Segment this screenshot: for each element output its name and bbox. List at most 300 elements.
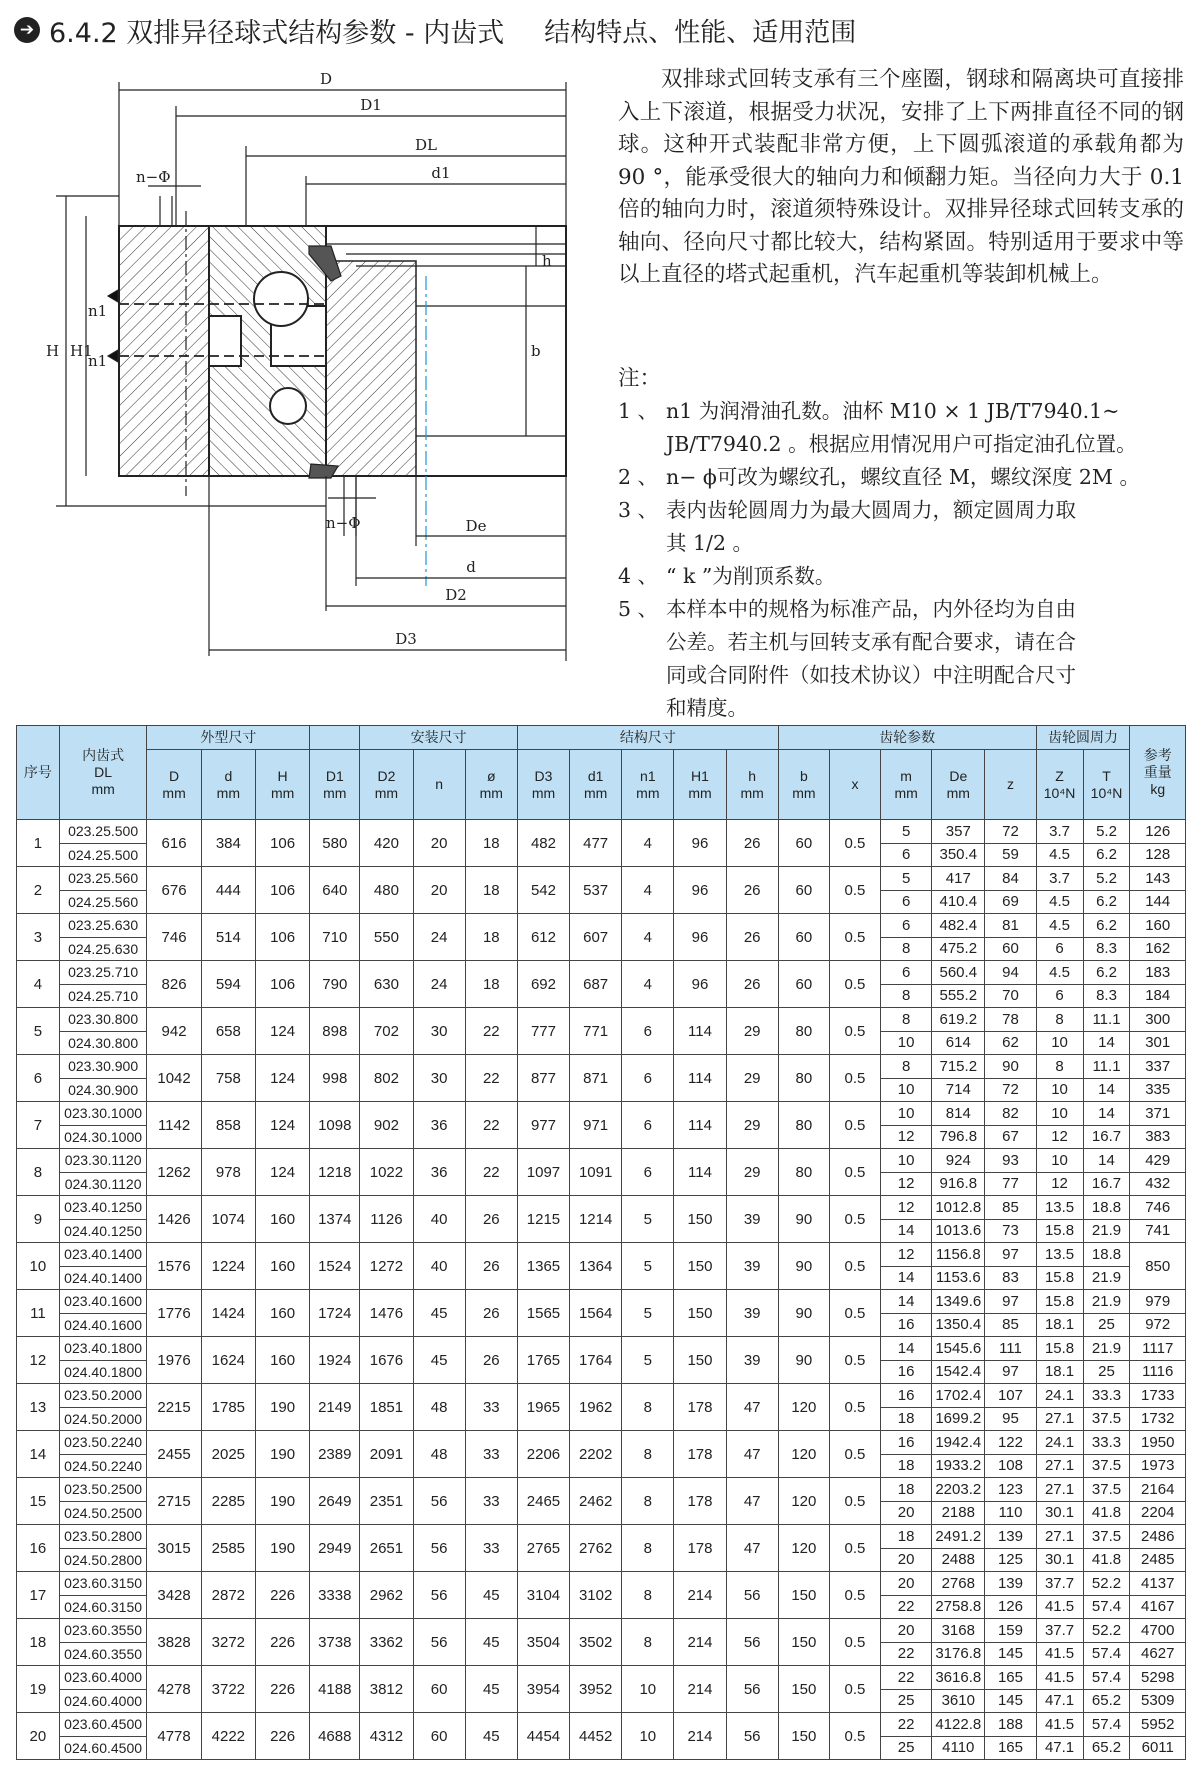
cell-de: 2203.2 <box>932 1478 985 1502</box>
description-paragraph: 双排球式回转支承有三个座圈，钢球和隔离块可直接排入上下滚道，根据受力状况，安排了上下两排直径不同的钢球。这种开式装配非常方便，上下圆弧滚道的承载角都为 90 °，能承受很大的轴向力和倾翻力矩。当径向力大于 0.1 倍的轴向力时，滚道须特殊设计。双排异径球式回转支承的轴向、径向尺寸都比较大，结构紧固。特别适用于要求中等以上直径的塔式起重机，汽车起重机等装卸机械上。 <box>618 67 1184 287</box>
cell-m: 8 <box>881 937 932 961</box>
cell-n1: 8 <box>622 1478 674 1525</box>
cell-z: 67 <box>985 1125 1036 1149</box>
cell-force-t: 8.3 <box>1083 984 1130 1008</box>
cell-n1: 6 <box>622 1055 674 1102</box>
cell-z: 159 <box>985 1619 1036 1643</box>
cell-m: 8 <box>881 1055 932 1079</box>
cell-weight: 4627 <box>1130 1642 1186 1666</box>
parameter-table <box>16 725 1186 1760</box>
cell-seq: 9 <box>17 1196 60 1243</box>
cell-force-t: 8.3 <box>1083 937 1130 961</box>
cell-n1: 5 <box>622 1196 674 1243</box>
note-text: n− ϕ可改为螺纹孔，螺纹直径 M，螺纹深度 2M 。 <box>666 465 1140 489</box>
cell-d: 2215 <box>147 1384 201 1431</box>
col-header-T-force <box>1083 750 1130 820</box>
cell-z: 93 <box>985 1149 1036 1173</box>
cell-de: 357 <box>932 820 985 844</box>
cell-weight: 2164 <box>1130 1478 1186 1502</box>
cell-d2: 1022 <box>360 1149 413 1196</box>
cell-force-z: 10 <box>1036 1102 1083 1126</box>
cell-h: 190 <box>255 1431 309 1478</box>
cell-model-code: 024.30.1120 <box>59 1172 147 1196</box>
cell-d: 942 <box>147 1008 201 1055</box>
cell-force-t: 14 <box>1083 1102 1130 1126</box>
cell-d3: 1565 <box>517 1290 569 1337</box>
cell-force-t: 16.7 <box>1083 1172 1130 1196</box>
cell-m: 20 <box>881 1619 932 1643</box>
cell-h: 56 <box>726 1619 778 1666</box>
cell-m: 8 <box>881 1008 932 1032</box>
cell-h1: 96 <box>674 820 726 867</box>
cell-model-code: 023.40.1600 <box>59 1290 147 1314</box>
cell-weight: 429 <box>1130 1149 1186 1173</box>
cell-de: 482.4 <box>932 914 985 938</box>
cell-phi: 18 <box>465 914 517 961</box>
cell-d: 1624 <box>201 1337 255 1384</box>
cell-d3: 877 <box>517 1055 569 1102</box>
cell-d: 3428 <box>147 1572 201 1619</box>
cell-phi: 22 <box>465 1102 517 1149</box>
cell-h: 160 <box>255 1290 309 1337</box>
cell-phi: 45 <box>465 1713 517 1760</box>
cell-phi: 22 <box>465 1055 517 1102</box>
cell-z: 72 <box>985 1078 1036 1102</box>
cell-d2: 1476 <box>360 1290 413 1337</box>
cell-b: 90 <box>778 1196 829 1243</box>
cell-h: 26 <box>726 820 778 867</box>
cell-h: 124 <box>255 1008 309 1055</box>
cell-z: 110 <box>985 1501 1036 1525</box>
cell-z: 165 <box>985 1736 1036 1760</box>
cell-de: 2768 <box>932 1572 985 1596</box>
cell-model-code: 024.60.4500 <box>59 1736 147 1760</box>
cell-d2: 550 <box>360 914 413 961</box>
cell-d1: 1962 <box>570 1384 622 1431</box>
cell-d1: 580 <box>310 820 360 867</box>
col-header-T-label: T <box>1102 767 1111 784</box>
cell-phi: 18 <box>465 820 517 867</box>
cell-seq: 13 <box>17 1384 60 1431</box>
cell-d3: 482 <box>517 820 569 867</box>
cell-n1: 5 <box>622 1243 674 1290</box>
cell-h: 56 <box>726 1572 778 1619</box>
cell-model-code: 024.25.500 <box>59 843 147 867</box>
cell-phi: 22 <box>465 1008 517 1055</box>
cell-de: 2758.8 <box>932 1595 985 1619</box>
cell-d1: 4688 <box>310 1713 360 1760</box>
cell-x: 0.5 <box>829 1384 880 1431</box>
cell-b: 150 <box>778 1666 829 1713</box>
cell-force-z: 3.7 <box>1036 820 1083 844</box>
cell-force-t: 21.9 <box>1083 1290 1130 1314</box>
cell-weight: 979 <box>1130 1290 1186 1314</box>
cell-weight: 972 <box>1130 1313 1186 1337</box>
cell-m: 6 <box>881 961 932 985</box>
cell-n1: 4 <box>622 961 674 1008</box>
cell-d2: 1676 <box>360 1337 413 1384</box>
cell-force-z: 4.5 <box>1036 843 1083 867</box>
cell-d: 1224 <box>201 1243 255 1290</box>
cell-h: 47 <box>726 1525 778 1572</box>
cell-weight: 1733 <box>1130 1384 1186 1408</box>
cell-m: 18 <box>881 1454 932 1478</box>
cell-d: 1776 <box>147 1290 201 1337</box>
cell-h: 56 <box>726 1713 778 1760</box>
cell-model-code: 024.25.560 <box>59 890 147 914</box>
cell-x: 0.5 <box>829 1008 880 1055</box>
cell-d3: 3954 <box>517 1666 569 1713</box>
cell-d1: 998 <box>310 1055 360 1102</box>
table-row <box>17 1384 1186 1408</box>
cell-model-code: 023.40.1250 <box>59 1196 147 1220</box>
table-body <box>17 820 1186 1760</box>
cell-h: 226 <box>255 1666 309 1713</box>
cell-h1: 214 <box>674 1619 726 1666</box>
cell-force-z: 15.8 <box>1036 1337 1083 1361</box>
cell-de: 1542.4 <box>932 1360 985 1384</box>
cell-b: 120 <box>778 1478 829 1525</box>
cell-h1: 114 <box>674 1102 726 1149</box>
cell-z: 139 <box>985 1525 1036 1549</box>
cell-z: 78 <box>985 1008 1036 1032</box>
cell-h: 124 <box>255 1055 309 1102</box>
cell-h: 190 <box>255 1525 309 1572</box>
cell-de: 3168 <box>932 1619 985 1643</box>
cell-phi: 18 <box>465 867 517 914</box>
cell-d1: 4452 <box>570 1713 622 1760</box>
cell-m: 8 <box>881 984 932 1008</box>
cell-d: 3272 <box>201 1619 255 1666</box>
cell-model-code: 024.30.900 <box>59 1078 147 1102</box>
cell-d3: 1097 <box>517 1149 569 1196</box>
cell-d2: 702 <box>360 1008 413 1055</box>
cell-b: 120 <box>778 1431 829 1478</box>
cell-b: 60 <box>778 961 829 1008</box>
table-row <box>17 1149 1186 1173</box>
cell-weight: 2486 <box>1130 1525 1186 1549</box>
cell-model-code: 024.40.1250 <box>59 1219 147 1243</box>
cell-n1: 4 <box>622 914 674 961</box>
note-number: 2 、 <box>618 465 659 489</box>
cell-force-t: 41.8 <box>1083 1501 1130 1525</box>
cell-h1: 214 <box>674 1713 726 1760</box>
cell-m: 20 <box>881 1548 932 1572</box>
cell-phi: 22 <box>465 1149 517 1196</box>
cell-b: 80 <box>778 1008 829 1055</box>
cell-phi: 33 <box>465 1431 517 1478</box>
cell-d1: 1524 <box>310 1243 360 1290</box>
cross-section-diagram <box>26 66 601 666</box>
cell-d: 3015 <box>147 1525 201 1572</box>
cell-b: 80 <box>778 1149 829 1196</box>
cell-de: 3616.8 <box>932 1666 985 1690</box>
cell-d1: 871 <box>570 1055 622 1102</box>
cell-d: 826 <box>147 961 201 1008</box>
cell-h: 106 <box>255 914 309 961</box>
cell-m: 14 <box>881 1219 932 1243</box>
cell-h: 29 <box>726 1055 778 1102</box>
cell-x: 0.5 <box>829 1290 880 1337</box>
cell-seq: 7 <box>17 1102 60 1149</box>
note-item <box>618 560 1190 593</box>
cell-h1: 214 <box>674 1666 726 1713</box>
col-header-H: H mm <box>255 750 309 820</box>
cell-d: 858 <box>201 1102 255 1149</box>
cell-weight: 160 <box>1130 914 1186 938</box>
dim-label-n1-bottom: n1 <box>88 352 108 370</box>
cell-m: 5 <box>881 867 932 891</box>
cell-m: 18 <box>881 1478 932 1502</box>
cell-force-z: 12 <box>1036 1125 1083 1149</box>
cell-force-t: 18.8 <box>1083 1196 1130 1220</box>
col-header-m: m mm <box>881 750 932 820</box>
cell-n: 40 <box>413 1243 465 1290</box>
cell-d1: 477 <box>570 820 622 867</box>
dim-label-h: h <box>542 252 552 270</box>
cell-force-z: 8 <box>1036 1008 1083 1032</box>
cell-n: 48 <box>413 1384 465 1431</box>
cell-d1: 3502 <box>570 1619 622 1666</box>
cell-n1: 8 <box>622 1384 674 1431</box>
dim-label-d: d <box>466 558 476 576</box>
cell-force-t: 37.5 <box>1083 1407 1130 1431</box>
cell-h: 29 <box>726 1102 778 1149</box>
cell-model-code: 023.40.1800 <box>59 1337 147 1361</box>
cell-d2: 480 <box>360 867 413 914</box>
cross-section-drawing <box>26 66 601 666</box>
cell-force-t: 18.8 <box>1083 1243 1130 1267</box>
cell-seq: 19 <box>17 1666 60 1713</box>
cell-n1: 10 <box>622 1666 674 1713</box>
cell-d2: 3812 <box>360 1666 413 1713</box>
cell-n: 56 <box>413 1478 465 1525</box>
cell-weight: 144 <box>1130 890 1186 914</box>
cell-force-t: 25 <box>1083 1313 1130 1337</box>
cell-de: 1156.8 <box>932 1243 985 1267</box>
cell-d1: 3102 <box>570 1572 622 1619</box>
cell-h1: 150 <box>674 1196 726 1243</box>
cell-z: 70 <box>985 984 1036 1008</box>
cell-weight: 301 <box>1130 1031 1186 1055</box>
cell-m: 22 <box>881 1713 932 1737</box>
dim-label-n1-top: n1 <box>88 302 108 320</box>
table-row <box>17 867 1186 891</box>
cell-d: 3722 <box>201 1666 255 1713</box>
cell-d1: 2949 <box>310 1525 360 1572</box>
cell-d: 746 <box>147 914 201 961</box>
cell-phi: 26 <box>465 1196 517 1243</box>
cell-d2: 2962 <box>360 1572 413 1619</box>
note-item <box>618 395 1190 461</box>
cell-de: 417 <box>932 867 985 891</box>
cell-de: 916.8 <box>932 1172 985 1196</box>
cell-d1: 971 <box>570 1102 622 1149</box>
cell-m: 12 <box>881 1172 932 1196</box>
cell-d3: 1765 <box>517 1337 569 1384</box>
cell-x: 0.5 <box>829 1337 880 1384</box>
cell-n: 20 <box>413 820 465 867</box>
cell-de: 560.4 <box>932 961 985 985</box>
cell-m: 20 <box>881 1572 932 1596</box>
cell-model-code: 024.30.1000 <box>59 1125 147 1149</box>
cell-de: 410.4 <box>932 890 985 914</box>
table-row <box>17 1102 1186 1126</box>
cell-d3: 1365 <box>517 1243 569 1290</box>
cell-force-t: 16.7 <box>1083 1125 1130 1149</box>
cell-h1: 150 <box>674 1290 726 1337</box>
cell-d: 1426 <box>147 1196 201 1243</box>
cell-seq: 10 <box>17 1243 60 1290</box>
table-row <box>17 1008 1186 1032</box>
cell-b: 90 <box>778 1337 829 1384</box>
cell-de: 2488 <box>932 1548 985 1572</box>
col-header-dl: 内齿式 DL mm <box>59 726 147 820</box>
cell-d3: 2765 <box>517 1525 569 1572</box>
cell-de: 555.2 <box>932 984 985 1008</box>
cell-weight: 2485 <box>1130 1548 1186 1572</box>
cell-seq: 6 <box>17 1055 60 1102</box>
cell-force-z: 37.7 <box>1036 1619 1083 1643</box>
cell-force-z: 18.1 <box>1036 1313 1083 1337</box>
cell-de: 715.2 <box>932 1055 985 1079</box>
cell-weight: 1973 <box>1130 1454 1186 1478</box>
section-subtitle: 结构特点、性能、适用范围 <box>544 17 857 48</box>
cell-n: 60 <box>413 1666 465 1713</box>
cell-de: 3176.8 <box>932 1642 985 1666</box>
cell-h: 190 <box>255 1384 309 1431</box>
cell-force-t: 37.5 <box>1083 1525 1130 1549</box>
cell-h1: 150 <box>674 1337 726 1384</box>
cell-d: 2285 <box>201 1478 255 1525</box>
cell-n: 56 <box>413 1525 465 1572</box>
cell-x: 0.5 <box>829 1431 880 1478</box>
cell-d2: 630 <box>360 961 413 1008</box>
cell-d: 758 <box>201 1055 255 1102</box>
cell-n1: 6 <box>622 1102 674 1149</box>
cell-m: 6 <box>881 890 932 914</box>
cell-b: 80 <box>778 1055 829 1102</box>
cell-force-z: 15.8 <box>1036 1219 1083 1243</box>
cell-seq: 16 <box>17 1525 60 1572</box>
cell-h: 106 <box>255 820 309 867</box>
cell-d3: 3104 <box>517 1572 569 1619</box>
cell-z: 97 <box>985 1243 1036 1267</box>
cell-seq: 4 <box>17 961 60 1008</box>
cell-n: 56 <box>413 1619 465 1666</box>
cell-d: 1976 <box>147 1337 201 1384</box>
cell-de: 619.2 <box>932 1008 985 1032</box>
cell-phi: 26 <box>465 1337 517 1384</box>
cell-z: 77 <box>985 1172 1036 1196</box>
col-header-D2: D2 mm <box>360 750 413 820</box>
col-header-Z-force <box>1036 750 1083 820</box>
cell-force-z: 13.5 <box>1036 1243 1083 1267</box>
cell-z: 97 <box>985 1360 1036 1384</box>
col-header-Z-unit: 10⁴N <box>1043 784 1076 801</box>
note-text: 本样本中的规格为标准产品，内外径均为自由 公差。若主机与回转支承有配合要求，请在合 同或合同附件（如技术协议）中注明配合尺寸 和精度。 <box>666 597 1076 720</box>
cell-force-z: 15.8 <box>1036 1266 1083 1290</box>
note-item <box>618 494 1190 560</box>
cell-m: 25 <box>881 1689 932 1713</box>
cell-b: 120 <box>778 1525 829 1572</box>
cell-d1: 710 <box>310 914 360 961</box>
cell-weight: 2204 <box>1130 1501 1186 1525</box>
cell-de: 814 <box>932 1102 985 1126</box>
cell-d1: 1924 <box>310 1337 360 1384</box>
table-row <box>17 1055 1186 1079</box>
cell-force-t: 57.4 <box>1083 1642 1130 1666</box>
cell-n: 24 <box>413 961 465 1008</box>
cell-d1: 790 <box>310 961 360 1008</box>
cell-force-z: 47.1 <box>1036 1736 1083 1760</box>
cell-m: 10 <box>881 1031 932 1055</box>
cell-d1: 1374 <box>310 1196 360 1243</box>
cell-m: 12 <box>881 1196 932 1220</box>
cell-d2: 1126 <box>360 1196 413 1243</box>
cell-d3: 1965 <box>517 1384 569 1431</box>
cell-d3: 2465 <box>517 1478 569 1525</box>
cell-force-z: 24.1 <box>1036 1431 1083 1455</box>
cell-phi: 26 <box>465 1290 517 1337</box>
structure-description <box>618 64 1184 292</box>
cell-h1: 114 <box>674 1055 726 1102</box>
cell-phi: 45 <box>465 1666 517 1713</box>
note-item <box>618 461 1190 494</box>
cell-h: 160 <box>255 1243 309 1290</box>
cell-de: 1012.8 <box>932 1196 985 1220</box>
cell-x: 0.5 <box>829 1102 880 1149</box>
cell-d3: 777 <box>517 1008 569 1055</box>
cell-d: 2455 <box>147 1431 201 1478</box>
cell-d1: 687 <box>570 961 622 1008</box>
cell-d2: 1851 <box>360 1384 413 1431</box>
cell-x: 0.5 <box>829 820 880 867</box>
cell-phi: 45 <box>465 1572 517 1619</box>
cell-h: 226 <box>255 1572 309 1619</box>
cell-z: 188 <box>985 1713 1036 1737</box>
cell-force-z: 13.5 <box>1036 1196 1083 1220</box>
cell-model-code: 024.50.2000 <box>59 1407 147 1431</box>
cell-force-z: 4.5 <box>1036 914 1083 938</box>
cell-x: 0.5 <box>829 1619 880 1666</box>
cell-d: 2025 <box>201 1431 255 1478</box>
dim-label-d1: d1 <box>431 164 451 182</box>
cell-b: 60 <box>778 820 829 867</box>
cell-x: 0.5 <box>829 1572 880 1619</box>
col-header-seq: 序号 <box>17 726 60 820</box>
cell-h1: 178 <box>674 1525 726 1572</box>
col-header-weight: 参考 重量 kg <box>1130 726 1186 820</box>
cell-d1: 1364 <box>570 1243 622 1290</box>
cell-de: 796.8 <box>932 1125 985 1149</box>
dim-label-DL: DL <box>415 136 437 154</box>
cell-seq: 18 <box>17 1619 60 1666</box>
cell-model-code: 024.40.1400 <box>59 1266 147 1290</box>
cell-weight: 184 <box>1130 984 1186 1008</box>
cell-force-t: 5.2 <box>1083 820 1130 844</box>
cell-phi: 18 <box>465 961 517 1008</box>
cell-n: 45 <box>413 1290 465 1337</box>
cell-seq: 1 <box>17 820 60 867</box>
cell-model-code: 023.50.2500 <box>59 1478 147 1502</box>
cell-de: 2491.2 <box>932 1525 985 1549</box>
cell-de: 1153.6 <box>932 1266 985 1290</box>
cell-n1: 4 <box>622 867 674 914</box>
cell-model-code: 023.30.900 <box>59 1055 147 1079</box>
table-row <box>17 1337 1186 1361</box>
cell-n1: 5 <box>622 1337 674 1384</box>
